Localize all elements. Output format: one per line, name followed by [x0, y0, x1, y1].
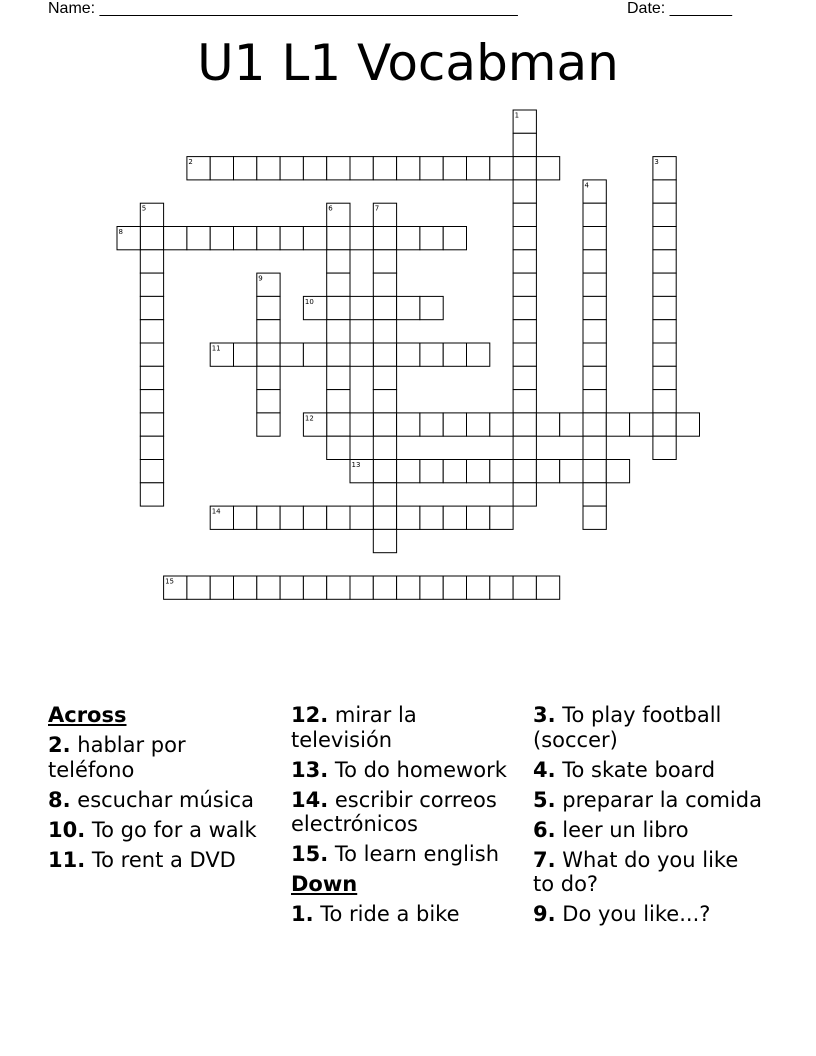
clue-item [533, 788, 763, 813]
grid-cell[interactable] [583, 296, 606, 319]
grid-cell[interactable] [653, 436, 676, 459]
grid-cell[interactable] [140, 343, 163, 366]
grid-cell[interactable] [467, 506, 490, 529]
grid-cell[interactable] [373, 529, 396, 552]
clue-column-1 [48, 703, 278, 878]
grid-cell[interactable] [653, 250, 676, 273]
clue-number-label: 4 [584, 181, 589, 190]
grid-cell[interactable] [513, 133, 536, 156]
grid-cell[interactable] [490, 460, 513, 483]
clue-column-2 [291, 703, 523, 932]
grid-cell[interactable] [443, 227, 466, 250]
clue-number-label: 5 [141, 204, 147, 213]
grid-cell[interactable] [397, 343, 420, 366]
clue-item [48, 848, 278, 873]
clue-number-label: 3 [654, 158, 659, 167]
grid-cell[interactable] [140, 390, 163, 413]
clue-text: To play football (soccer) [533, 703, 722, 752]
clue-number-label: 13 [351, 461, 361, 469]
grid-cell[interactable] [490, 576, 513, 599]
grid-cell[interactable] [653, 320, 676, 343]
grid-cell[interactable] [513, 203, 536, 226]
clue-text: hablar por teléfono [48, 733, 186, 782]
grid-cell[interactable] [653, 296, 676, 319]
grid-cell[interactable] [397, 227, 420, 250]
clue-number-label: 14 [211, 507, 221, 516]
clue-number: 7. [533, 847, 556, 872]
grid-cell[interactable] [257, 343, 280, 366]
grid-cell[interactable] [583, 366, 606, 389]
grid-cell[interactable] [536, 413, 559, 436]
grid-cell[interactable] [583, 460, 606, 483]
grid-cell[interactable] [606, 413, 629, 436]
grid-cell[interactable] [676, 413, 699, 436]
grid-cell[interactable] [234, 576, 257, 599]
grid-cell[interactable] [140, 413, 163, 436]
grid-cell[interactable] [513, 413, 536, 436]
grid-cell[interactable] [280, 576, 303, 599]
clue-number: 11. [48, 847, 86, 872]
grid-cell[interactable] [513, 157, 536, 180]
grid-cell[interactable] [397, 296, 420, 319]
clue-item [48, 818, 278, 843]
grid-cell[interactable] [443, 576, 466, 599]
grid-cell[interactable] [210, 157, 233, 180]
grid-cell[interactable] [373, 296, 396, 319]
grid-cell[interactable] [420, 157, 443, 180]
grid-cell[interactable] [513, 180, 536, 203]
grid-cell[interactable] [350, 576, 373, 599]
grid-cell[interactable] [397, 413, 420, 436]
clue-text: To do homework [328, 757, 507, 782]
grid-cell[interactable] [140, 227, 163, 250]
grid-cell[interactable] [653, 413, 676, 436]
clue-text: preparar la comida [555, 787, 762, 812]
clue-item [533, 703, 763, 752]
grid-cell[interactable] [443, 413, 466, 436]
grid-cell[interactable] [467, 460, 490, 483]
grid-cell[interactable] [513, 320, 536, 343]
grid-cell[interactable] [467, 157, 490, 180]
grid-cell[interactable] [327, 320, 350, 343]
grid-cell[interactable] [327, 436, 350, 459]
grid-cell[interactable] [513, 273, 536, 296]
grid-cell[interactable] [420, 227, 443, 250]
grid-cell[interactable] [327, 343, 350, 366]
grid-cell[interactable] [373, 460, 396, 483]
grid-cell[interactable] [303, 343, 326, 366]
grid-cell[interactable] [350, 343, 373, 366]
grid-cell[interactable] [140, 366, 163, 389]
grid-cell[interactable] [443, 343, 466, 366]
clue-number-label: 7 [374, 204, 380, 213]
grid-cell[interactable] [490, 413, 513, 436]
grid-cell[interactable] [140, 273, 163, 296]
clue-text: mirar la televisión [291, 703, 417, 752]
grid-cell[interactable] [513, 390, 536, 413]
grid-cell[interactable] [257, 296, 280, 319]
grid-cell[interactable] [443, 506, 466, 529]
grid-cell[interactable] [467, 413, 490, 436]
grid-cell[interactable] [513, 436, 536, 459]
grid-cell[interactable] [257, 157, 280, 180]
grid-cell[interactable] [560, 460, 583, 483]
grid-cell[interactable] [350, 227, 373, 250]
grid-cell[interactable] [373, 483, 396, 506]
grid-cell[interactable] [327, 506, 350, 529]
grid-cell[interactable] [257, 413, 280, 436]
grid-cell[interactable] [653, 180, 676, 203]
grid-cell[interactable] [653, 390, 676, 413]
grid-cell[interactable] [373, 157, 396, 180]
grid-cell[interactable] [327, 157, 350, 180]
clue-number-label: 12 [304, 414, 314, 423]
grid-cell[interactable] [373, 320, 396, 343]
grid-cell[interactable] [303, 576, 326, 599]
grid-cell[interactable] [350, 157, 373, 180]
grid-cell[interactable] [373, 366, 396, 389]
clue-text: To ride a bike [313, 902, 460, 926]
clue-number: 15. [291, 842, 329, 866]
clue-number: 9. [533, 902, 556, 926]
clue-number: 14. [291, 787, 329, 812]
grid-cell[interactable] [490, 506, 513, 529]
clue-number-label: 2 [188, 158, 193, 167]
grid-cell[interactable] [397, 157, 420, 180]
grid-cell[interactable] [653, 203, 676, 226]
grid-cell[interactable] [140, 296, 163, 319]
clue-text: escribir correos electrónicos [291, 787, 497, 836]
grid-cell[interactable] [467, 343, 490, 366]
grid-cell[interactable] [420, 460, 443, 483]
grid-cell[interactable] [234, 227, 257, 250]
clue-text: Do you like...? [555, 902, 711, 926]
grid-cell[interactable] [140, 250, 163, 273]
clue-number: 5. [533, 787, 556, 812]
grid-cell[interactable] [280, 227, 303, 250]
grid-cell[interactable] [536, 157, 559, 180]
grid-cell[interactable] [164, 227, 187, 250]
clue-number: 13. [291, 757, 329, 782]
grid-cell[interactable] [513, 366, 536, 389]
date-field-line: Date: _______ [627, 0, 732, 17]
grid-cell[interactable] [373, 506, 396, 529]
grid-cell[interactable] [327, 296, 350, 319]
grid-cell[interactable] [327, 390, 350, 413]
grid-cell[interactable] [350, 506, 373, 529]
grid-cell[interactable] [373, 227, 396, 250]
grid-cell[interactable] [583, 203, 606, 226]
clue-number-label: 6 [328, 204, 333, 213]
clue-number-label: 11 [211, 344, 221, 353]
grid-cell[interactable] [140, 436, 163, 459]
grid-cell[interactable] [327, 250, 350, 273]
grid-cell[interactable] [257, 227, 280, 250]
grid-cell[interactable] [606, 460, 629, 483]
clue-number: 3. [533, 703, 556, 727]
grid-cell[interactable] [490, 157, 513, 180]
grid-cell[interactable] [443, 157, 466, 180]
clue-number-label: 15 [165, 577, 175, 586]
grid-cell[interactable] [653, 273, 676, 296]
grid-cell[interactable] [583, 506, 606, 529]
grid-cell[interactable] [187, 227, 210, 250]
grid-cell[interactable] [373, 413, 396, 436]
grid-cell[interactable] [397, 576, 420, 599]
grid-cell[interactable] [210, 227, 233, 250]
grid-cell[interactable] [327, 366, 350, 389]
grid-cell[interactable] [234, 157, 257, 180]
clue-number-label: 9 [258, 274, 263, 283]
grid-cell[interactable] [630, 413, 653, 436]
clue-text: To rent a DVD [85, 847, 236, 872]
grid-cell[interactable] [560, 413, 583, 436]
clue-column-3 [533, 703, 763, 932]
grid-cell[interactable] [420, 576, 443, 599]
grid-cell[interactable] [373, 390, 396, 413]
clue-item [291, 758, 523, 783]
clue-number: 4. [533, 757, 556, 782]
grid-cell[interactable] [303, 157, 326, 180]
grid-cell[interactable] [257, 506, 280, 529]
grid-cell[interactable] [257, 390, 280, 413]
clue-text: To go for a walk [85, 817, 257, 842]
grid-cell[interactable] [397, 506, 420, 529]
clue-item [533, 902, 763, 927]
clue-number-label: 10 [304, 297, 314, 306]
grid-cell[interactable] [583, 250, 606, 273]
grid-cell[interactable] [257, 366, 280, 389]
grid-cell[interactable] [513, 227, 536, 250]
clue-item [533, 848, 763, 897]
grid-cell[interactable] [513, 250, 536, 273]
clue-number-label: 1 [514, 111, 520, 120]
name-field-line: Name: _______________________________________________ [48, 0, 518, 17]
grid-cell[interactable] [140, 320, 163, 343]
grid-cell[interactable] [303, 506, 326, 529]
clue-item [291, 703, 523, 752]
clue-number: 2. [48, 733, 71, 757]
grid-cell[interactable] [583, 483, 606, 506]
grid-cell[interactable] [583, 436, 606, 459]
clue-item [533, 818, 763, 843]
clue-number: 12. [291, 703, 329, 727]
grid-cell[interactable] [583, 390, 606, 413]
grid-cell[interactable] [583, 320, 606, 343]
grid-cell[interactable] [536, 460, 559, 483]
grid-cell[interactable] [257, 576, 280, 599]
grid-cell[interactable] [280, 506, 303, 529]
grid-cell[interactable] [653, 227, 676, 250]
clue-number: 10. [48, 817, 86, 842]
grid-cell[interactable] [420, 343, 443, 366]
clue-text: To learn english [328, 842, 500, 866]
clue-number: 1. [291, 902, 314, 926]
clue-text: escuchar música [70, 787, 254, 812]
grid-cell[interactable] [350, 296, 373, 319]
grid-cell[interactable] [327, 227, 350, 250]
grid-cell[interactable] [443, 460, 466, 483]
grid-cell[interactable] [210, 576, 233, 599]
clue-section-heading: Down [291, 872, 358, 896]
grid-cell[interactable] [327, 273, 350, 296]
grid-cell[interactable] [140, 483, 163, 506]
grid-cell[interactable] [350, 413, 373, 436]
clue-section-heading: Across [48, 703, 127, 727]
clue-item [48, 788, 278, 813]
grid-cell[interactable] [373, 250, 396, 273]
grid-cell[interactable] [420, 506, 443, 529]
clue-number: 8. [48, 787, 71, 812]
clue-number-label: 8 [118, 228, 123, 236]
grid-cell[interactable] [513, 296, 536, 319]
grid-cell[interactable] [140, 460, 163, 483]
grid-cell[interactable] [373, 343, 396, 366]
grid-cell[interactable] [280, 157, 303, 180]
grid-cell[interactable] [513, 483, 536, 506]
grid-cell[interactable] [653, 366, 676, 389]
grid-cell[interactable] [373, 576, 396, 599]
grid-cell[interactable] [583, 413, 606, 436]
clue-item [48, 733, 278, 782]
clue-item [291, 788, 523, 837]
grid-cell[interactable] [373, 273, 396, 296]
grid-cell[interactable] [234, 506, 257, 529]
grid-cell[interactable] [420, 413, 443, 436]
grid-cell[interactable] [187, 576, 210, 599]
grid-cell[interactable] [513, 460, 536, 483]
grid-cell[interactable] [653, 343, 676, 366]
grid-cell[interactable] [303, 227, 326, 250]
grid-cell[interactable] [234, 343, 257, 366]
clue-item [533, 758, 763, 783]
grid-cell[interactable] [583, 273, 606, 296]
clue-item [291, 842, 523, 867]
grid-cell[interactable] [373, 436, 396, 459]
clue-text: What do you like to do? [533, 847, 739, 896]
clue-text: To skate board [555, 757, 716, 782]
grid-cell[interactable] [536, 576, 559, 599]
grid-cell[interactable] [397, 460, 420, 483]
grid-cell[interactable] [513, 576, 536, 599]
clue-text: leer un libro [555, 817, 689, 842]
grid-cell[interactable] [257, 320, 280, 343]
grid-cell[interactable] [513, 343, 536, 366]
clue-number: 6. [533, 817, 556, 842]
page-title: U1 L1 Vocabman [197, 34, 619, 92]
grid-cell[interactable] [467, 576, 490, 599]
grid-cell[interactable] [327, 413, 350, 436]
grid-cell[interactable] [420, 296, 443, 319]
grid-cell[interactable] [583, 343, 606, 366]
grid-cell[interactable] [583, 227, 606, 250]
clue-item [291, 902, 523, 927]
grid-cell[interactable] [327, 576, 350, 599]
grid-cell[interactable] [280, 343, 303, 366]
